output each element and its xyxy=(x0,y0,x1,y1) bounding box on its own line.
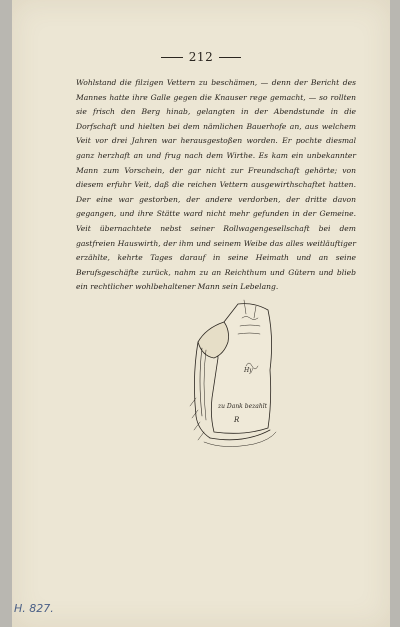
body-paragraph: Wohlstand die filzigen Vettern zu beschämen, — denn der Bericht des Mannes hatte ihre Galle gegen die Knauser rege gemacht, — so rollten sie frisch den Berg hinab, gelangten in der Abendstunde in die Dorfschaft und hielten bei dem nämlichen Bauerhofe an, aus welchem Veit vor drei Jahren war herausgestoßen worden. Er pochte diesmal ganz herzhaft an und frug nach dem Wirthe. Es kam ein unbekannter Mann zum Vorschein, der gar nicht zur Freundschaft gehörte; von diesem erfuhr Veit, daß die reichen Vettern ausgewirthschaftet hatten. Der eine war gestorben, der andere verdorben, der dritte davon gegangen, und ihre Stätte ward nicht mehr gefunden in der Gemeine. Veit übernachtete nebst seiner Rollwagengesellschaft bei dem gastfreien Hauswirth, der ihm und seinem Weibe das alles weitläuftiger erzählte, kehrte Tages darauf in seine Heimath und an seine Berufsgeschäfte zurück, nahm zu an Reichthum und Gütern und blieb ein rechtlicher wohlbehaltener Mann sein Lebelang. xyxy=(76,78,356,292)
library-shelfmark: H. 827. xyxy=(14,602,54,615)
right-rule xyxy=(219,57,241,58)
page-number-text: 212 xyxy=(188,50,214,64)
body-text xyxy=(76,76,356,295)
paper-scroll-illustration xyxy=(184,298,284,458)
inscription-line-3: R xyxy=(234,416,240,424)
book-page xyxy=(12,0,390,627)
page-number xyxy=(12,50,390,64)
inscription-line-1: Hy xyxy=(244,367,253,374)
inscription-line-2: zu Dank bezahlt xyxy=(218,403,268,410)
left-rule xyxy=(161,57,183,58)
